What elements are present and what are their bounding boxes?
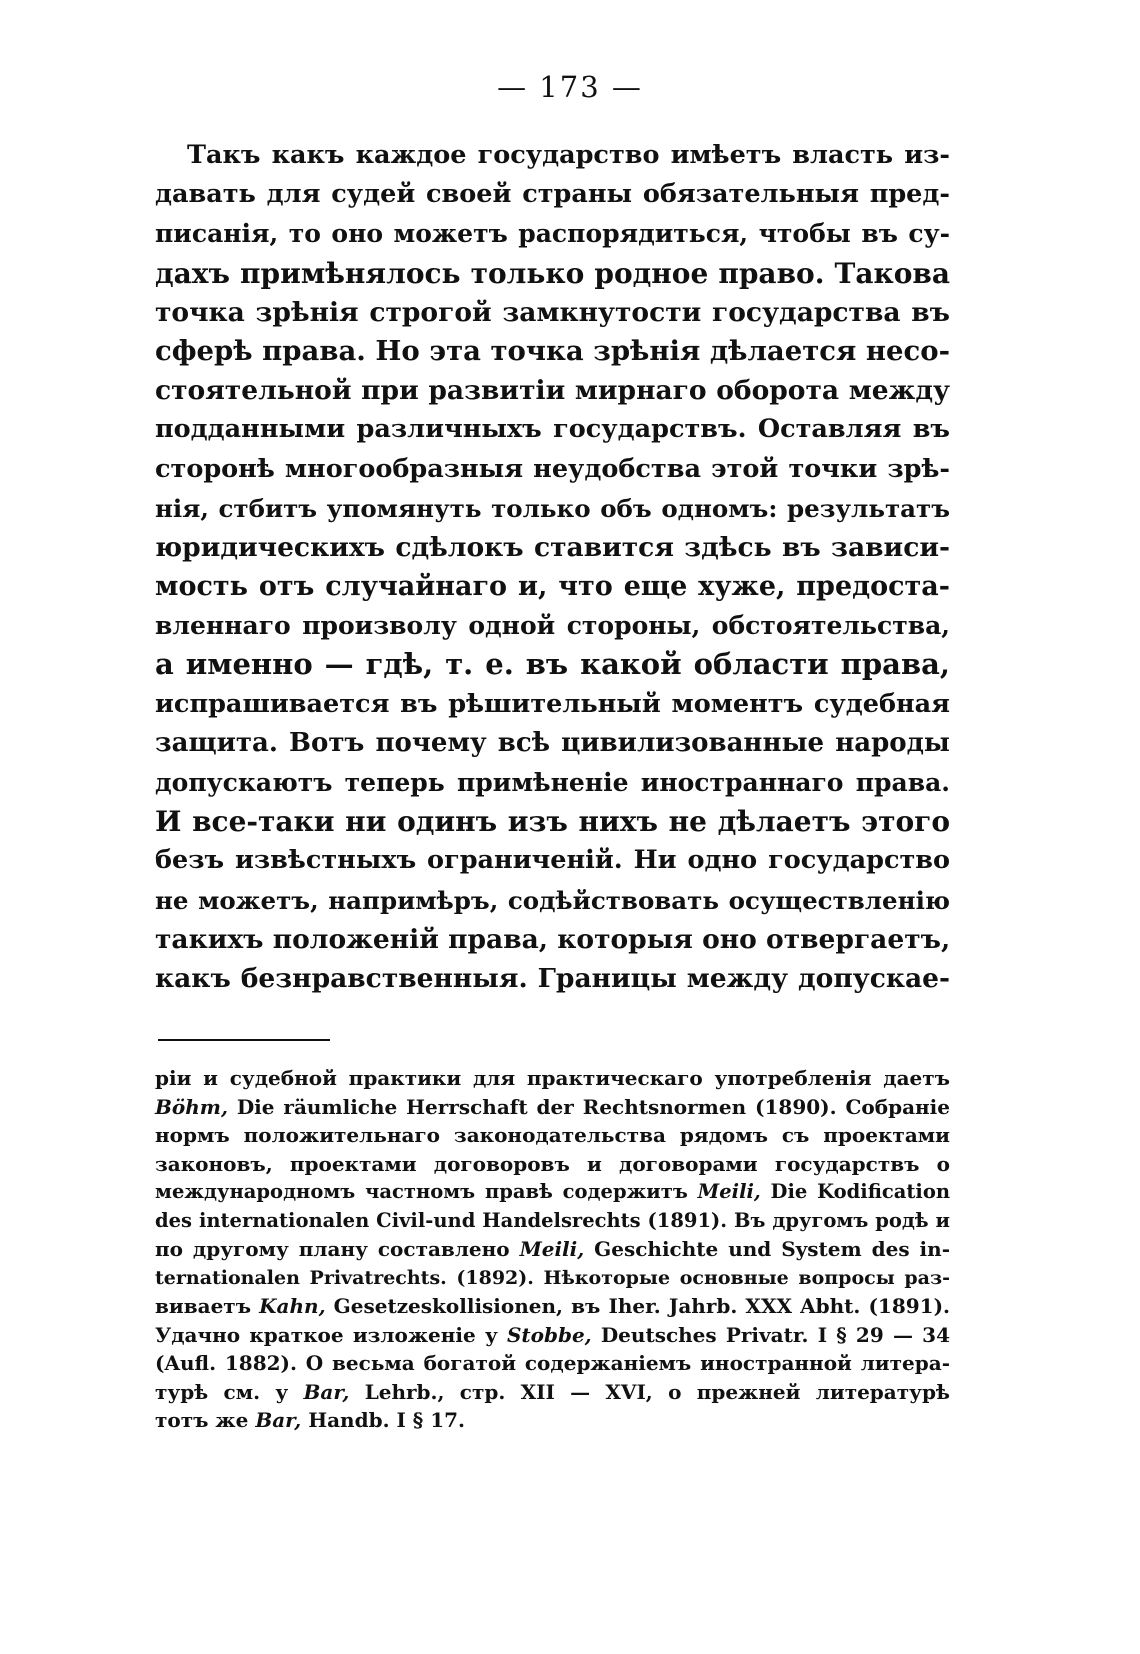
footnote-line: Удачно краткое изложеніе у Stobbe, Deutsches Privatr. I § 29 — 34	[155, 1322, 950, 1347]
footnote-line: турѣ см. у Bar, Lehrb., стр. XII — XVI, о прежней литературѣ	[155, 1379, 950, 1404]
author-citation: Böhm,	[155, 1094, 228, 1119]
author-citation: Meili,	[697, 1180, 761, 1203]
text-line: сторонѣ многообразныя неудобства этой точки зрѣ-	[155, 453, 950, 484]
main-text	[155, 136, 950, 998]
text-line: не можетъ, напримѣръ, содѣйствовать осуществленію	[155, 885, 950, 915]
text-line: допускаютъ теперь примѣненіе иностраннаго права.	[155, 768, 950, 797]
text-line: защита. Вотъ почему всѣ цивилизованные народы	[155, 727, 950, 758]
text-line: юридическихъ сдѣлокъ ставится здѣсь въ зависи-	[155, 531, 950, 563]
footnote-line: тотъ же Bar, Handb. I § 17.	[155, 1408, 466, 1432]
footnote	[155, 1064, 950, 1435]
footnote-divider	[158, 1039, 330, 1041]
footnote-line: (Aufl. 1882). О весьма богатой содержаніемъ иностранной литера-	[155, 1351, 950, 1375]
text-line: испрашивается въ рѣшительный моментъ судебная	[155, 688, 950, 719]
text-line: а именно — гдѣ, т. е. въ какой области права,	[155, 647, 950, 682]
text-line: стоятельной при развитіи мирнаго оборота между	[155, 375, 950, 407]
author-citation: Stobbe,	[506, 1322, 592, 1347]
author-citation: Kahn,	[259, 1294, 326, 1318]
text-line: точка зрѣнія строгой замкнутости государства въ	[155, 296, 950, 328]
footnote-line: по другому плану составлено Meili, Geschichte und System des in-	[155, 1237, 950, 1261]
text-line: такихъ положеній права, которыя оно отвергаетъ,	[155, 923, 951, 955]
text-line: какъ безнравственныя. Границы между допускае-	[155, 962, 950, 994]
author-citation: Bar,	[255, 1408, 302, 1432]
footnote-line: ternationalen Privatrechts. (1892). Нѣкоторые основные вопросы раз-	[155, 1266, 950, 1289]
text-line: И все-таки ни одинъ изъ нихъ не дѣлаетъ этого	[155, 805, 950, 839]
text-line: писанія, то оно можетъ распорядиться, чтобы въ су-	[155, 219, 950, 249]
text-line: вленнаго произволу одной стороны, обстоятельства,	[155, 611, 950, 641]
footnote-line: виваетъ Kahn, Gesetzeskollisionen, въ Iher. Jahrb. XXX Abht. (1891).	[155, 1294, 951, 1318]
text-line: Такъ какъ каждое государство имѣетъ власть из-	[187, 140, 950, 170]
footnote-line: ріи и судебной практики для практическаго употребленія даетъ	[155, 1066, 950, 1090]
footnote-line: законовъ, проектами договоровъ и договорами государствъ о	[155, 1151, 950, 1176]
footnote-line: нормъ положительнаго законодательства рядомъ съ проектами	[155, 1123, 950, 1147]
text-line: дахъ примѣнялось только родное право. Такова	[155, 256, 950, 290]
author-citation: Meili,	[519, 1237, 585, 1261]
text-line: мость отъ случайнаго и, что еще хуже, предоста-	[155, 571, 950, 603]
text-line: безъ извѣстныхъ ограниченій. Ни одно государство	[155, 845, 950, 876]
text-line: давать для судей своей страны обязательныя пред-	[155, 179, 950, 210]
author-citation: Bar,	[303, 1379, 350, 1404]
text-line: нія, стбитъ упомянуть только объ одномъ: результатъ	[155, 493, 950, 523]
page-number: — 173 —	[497, 70, 643, 104]
text-line: сферѣ права. Но эта точка зрѣнія дѣлается несо-	[155, 334, 951, 367]
text-line: подданными различныхъ государствъ. Оставляя въ	[155, 414, 950, 445]
footnote-line: международномъ частномъ правѣ содержитъ Meili, Die Kodification	[155, 1180, 950, 1203]
footnote-line: des internationalen Civil-und Handelsrechts (1891). Въ другомъ родѣ и	[155, 1208, 950, 1232]
footnote-line: Böhm, Die räumliche Herrschaft der Rechtsnormen (1890). Собраніе	[155, 1094, 950, 1119]
